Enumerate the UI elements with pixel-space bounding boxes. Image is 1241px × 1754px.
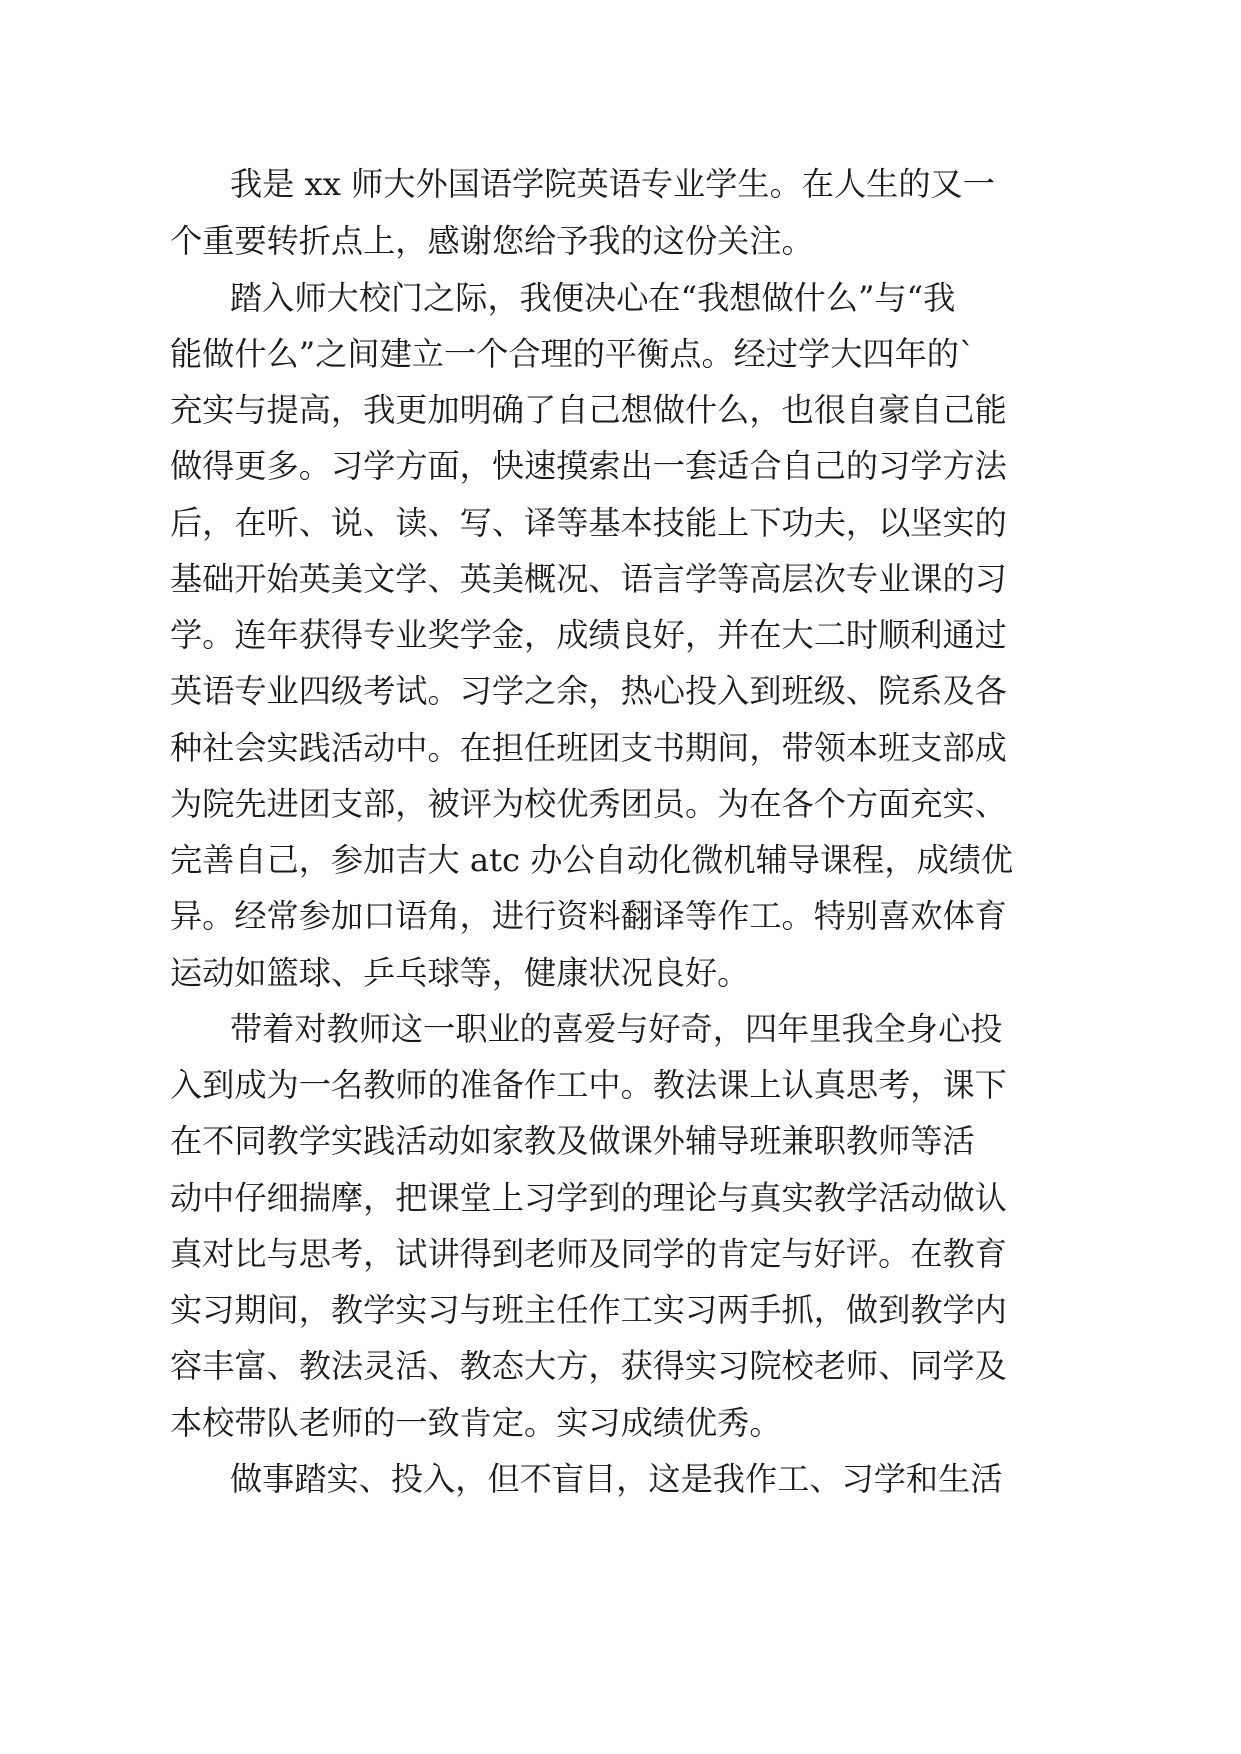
text-line-4: 能做什么”之间建立一个合理的平衡点。经过学大四年的`	[170, 335, 976, 373]
text-line-8: 基础开始英美文学、英美概况、语言学等高层次专业课的习	[170, 560, 1007, 598]
text-line-17: 入到成为一名教师的准备作工中。教法课上认真思考，课下	[170, 1066, 1007, 1104]
text-line-9: 学。连年获得专业奖学金，成绩良好，并在大二时顺利通过	[170, 616, 1007, 654]
text-line-14: 异。经常参加口语角，进行资料翻译等作工。特别喜欢体育	[170, 897, 1007, 935]
text-line-15: 运动如篮球、乒乓球等，健康状况良好。	[170, 954, 750, 992]
text-line-24: 做事踏实、投入，但不盲目，这是我作工、习学和生活	[230, 1460, 1003, 1498]
text-line-22: 容丰富、教法灵活、教态大方，获得实习院校老师、同学及	[170, 1347, 1007, 1385]
text-line-16: 带着对教师这一职业的喜爱与好奇，四年里我全身心投	[230, 1010, 1003, 1048]
text-line-20: 真对比与思考，试讲得到老师及同学的肯定与好评。在教育	[170, 1235, 1007, 1273]
text-line-11: 种社会实践活动中。在担任班团支书期间，带领本班支部成	[170, 729, 1007, 767]
text-line-7: 后，在听、说、读、写、译等基本技能上下功夫，以坚实的	[170, 504, 1007, 542]
text-line-5: 充实与提高，我更加明确了自己想做什么，也很自豪自己能	[170, 391, 1007, 429]
text-line-2: 个重要转折点上，感谢您给予我的这份关注。	[170, 222, 814, 260]
text-line-23: 本校带队老师的一致肯定。实习成绩优秀。	[170, 1404, 782, 1442]
text-line-3: 踏入师大校门之际，我便决心在“我想做什么”与“我	[230, 279, 956, 317]
text-line-21: 实习期间，教学实习与班主任作工实习两手抓，做到教学内	[170, 1291, 1007, 1329]
text-line-1: 我是 xx 师大外国语学院英语专业学生。在人生的又一	[230, 165, 995, 203]
text-line-13: 完善自己，参加吉大 atc 办公自动化微机辅导课程，成绩优	[170, 841, 1014, 879]
text-line-19: 动中仔细揣摩，把课堂上习学到的理论与真实教学活动做认	[170, 1179, 1007, 1217]
text-line-6: 做得更多。习学方面，快速摸索出一套适合自己的习学方法	[170, 447, 1007, 485]
text-line-10: 英语专业四级考试。习学之余，热心投入到班级、院系及各	[170, 672, 1007, 710]
text-line-18: 在不同教学实践活动如家教及做课外辅导班兼职教师等活	[170, 1122, 975, 1160]
text-line-12: 为院先进团支部，被评为校优秀团员。为在各个方面充实、	[170, 785, 1007, 823]
